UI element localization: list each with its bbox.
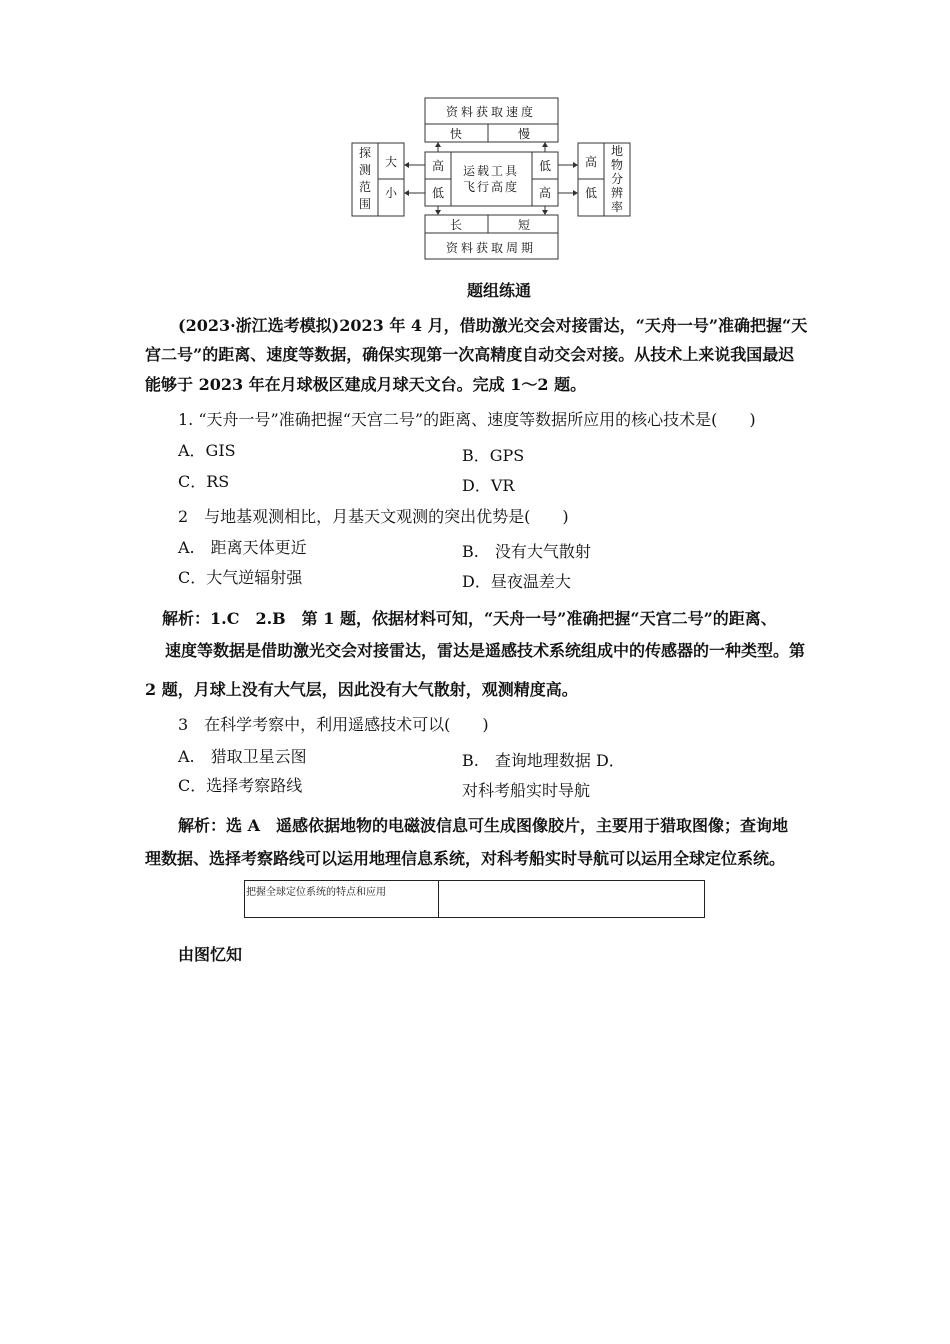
intro-line1: (2023·浙江选考模拟)2023 年 4 月，借助激光交会对接雷达，“天舟一号”准确把握“天 (178, 316, 808, 335)
analysis1-line2: 速度等数据是借助激光交会对接雷达，雷达是遥感技术系统组成中的传感器的一种类型。第 (165, 641, 806, 660)
analysis1-line3: 2 题，月球上没有大气层，因此没有大气散射，观测精度高。 (145, 680, 578, 699)
top-box-title: 资料获取速度 (445, 105, 537, 119)
footer-heading: 由图忆知 (178, 945, 243, 964)
table-cell-1: 把握全球定位系统的特点和应用 (245, 881, 439, 917)
left-box-top: 大 (384, 155, 398, 169)
q3-option-c: C．选择考察路线 (178, 776, 303, 795)
top-box-left: 快 (449, 127, 463, 141)
q3-option-b (462, 748, 625, 771)
center-left-top: 高 (431, 159, 445, 173)
intro-line2: 宫二号”的距离、速度等数据，确保实现第一次高精度自动交会对接。从技术上来说我国最迟 (145, 345, 795, 364)
analysis1-text1: 1.C 2.B 第 1 题，依据材料可知，“天舟一号”准确把握“天宫二号”的距离、 (210, 609, 777, 628)
q1-stem: 1. “天舟一号”准确把握“天宫二号”的距离、速度等数据所应用的核心技术是( ) (178, 410, 756, 429)
q3-stem: 3 在科学考察中，利用遥感技术可以( ) (178, 715, 489, 734)
center-left-bottom: 低 (431, 186, 445, 200)
q3-option-d: 对科考船实时导航 (462, 781, 591, 800)
q1-option-c: C．RS (178, 472, 230, 491)
summary-table (244, 880, 705, 918)
analysis2-line2: 理数据、选择考察路线可以运用地理信息系统，对科考船实时导航可以运用全球定位系统。 (145, 849, 786, 868)
left-box-bottom: 小 (384, 186, 398, 200)
left-box-title: 探测范围 (358, 146, 372, 211)
q1-option-d: D．VR (462, 476, 515, 495)
q2-option-b: B. 没有大气散射 (462, 542, 591, 561)
analysis1-line1 (162, 606, 777, 629)
bottom-box-left: 长 (449, 218, 463, 232)
analysis1-label: 解析： (162, 609, 211, 628)
q1-option-a: A．GIS (178, 441, 236, 460)
intro-line3: 能够于 2023 年在月球极区建成月球天文台。完成 1～2 题。 (145, 375, 587, 394)
q2-option-d: D．昼夜温差大 (462, 572, 571, 591)
q3-option-a: A. 猎取卫星云图 (178, 747, 307, 766)
right-box-top: 高 (584, 155, 598, 169)
q1-option-b: B．GPS (462, 446, 525, 465)
center-right-bottom: 高 (538, 186, 552, 200)
center-line2: 飞行高度 (462, 180, 520, 194)
q2-option-c: C．大气逆辐射强 (178, 568, 303, 587)
section-title: 题组练通 (467, 281, 532, 300)
bottom-box-title: 资料获取周期 (445, 241, 537, 255)
q3-option-b-text: B. 查询地理数据 (462, 751, 591, 770)
analysis2-label: 解析： (178, 816, 227, 835)
q2-option-a: A. 距离天体更近 (178, 538, 307, 557)
remote-sensing-diagram (0, 0, 950, 270)
right-box-bottom: 低 (584, 186, 598, 200)
right-box-title: 地物分辨率 (610, 144, 624, 214)
q2-stem: 2 与地基观测相比，月基天文观测的突出优势是( ) (178, 507, 569, 526)
analysis2-text1: 选 A 遥感依据地物的电磁波信息可生成图像胶片，主要用于猎取图像；查询地 (226, 816, 789, 835)
center-right-top: 低 (538, 159, 552, 173)
center-line1: 运载工具 (462, 164, 520, 178)
q3-option-d-label: D． (595, 751, 625, 770)
bottom-box-right: 短 (517, 218, 531, 232)
analysis2-line1 (178, 813, 788, 836)
top-box-right: 慢 (517, 127, 531, 141)
